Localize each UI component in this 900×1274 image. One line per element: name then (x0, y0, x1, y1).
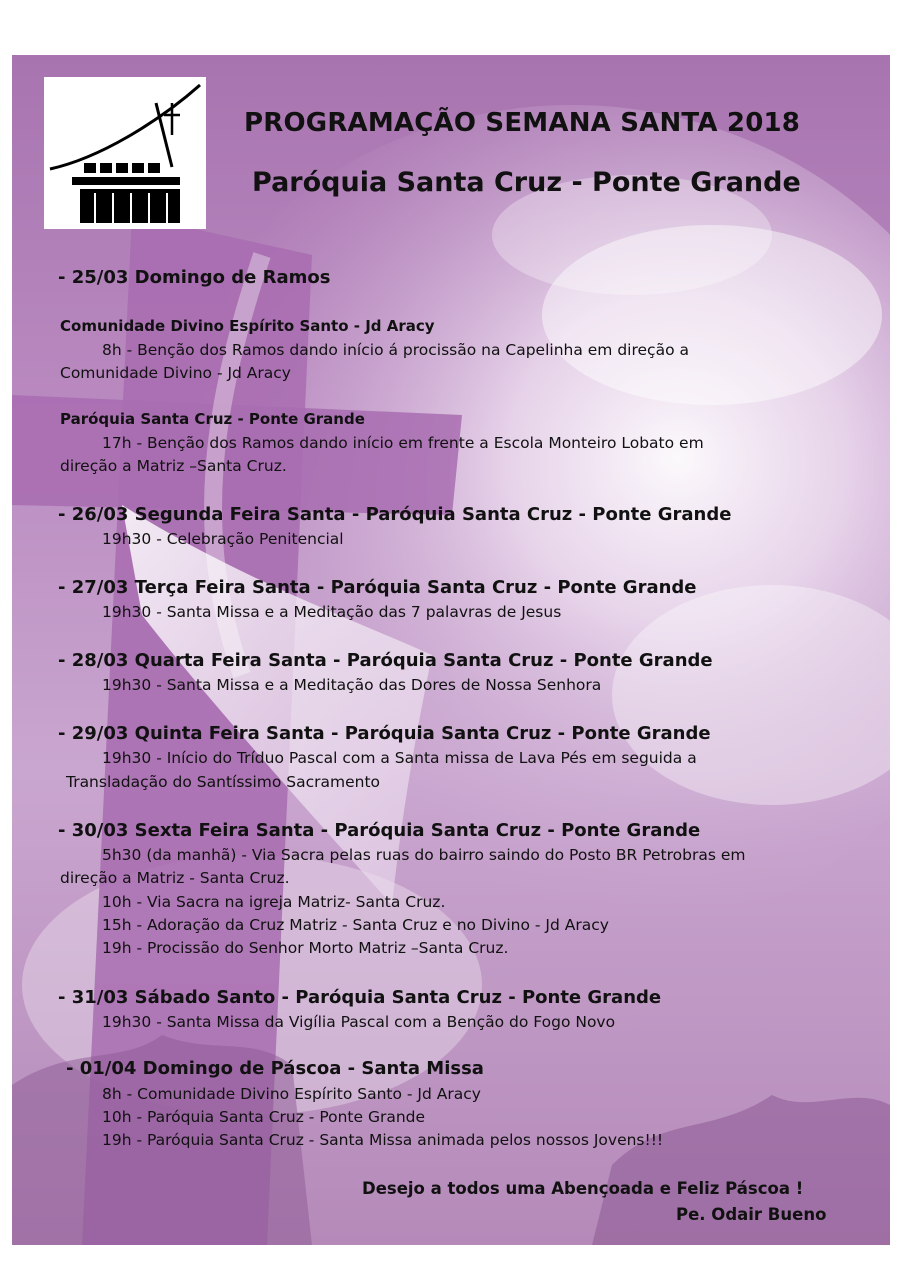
schedule-line: 8h - Comunidade Divino Espírito Santo - Jd Aracy (102, 1085, 481, 1103)
schedule-line: 10h - Paróquia Santa Cruz - Ponte Grande (102, 1108, 426, 1126)
day-heading: - 26/03 Segunda Feira Santa - Paróquia Santa Cruz - Ponte Grande (58, 504, 732, 525)
poster (12, 55, 890, 1245)
day-heading: - 31/03 Sábado Santo - Paróquia Santa Cruz - Ponte Grande (58, 987, 662, 1008)
church-logo (44, 77, 206, 229)
schedule-line: 19h30 - Início do Tríduo Pascal com a Santa missa de Lava Pés em seguida a (102, 749, 697, 767)
schedule-line: 19h - Paróquia Santa Cruz - Santa Missa animada pelos nossos Jovens!!! (102, 1131, 664, 1149)
schedule-line: 10h - Via Sacra na igreja Matriz- Santa Cruz. (102, 893, 446, 911)
schedule-line: 19h30 - Celebração Penitencial (102, 530, 344, 548)
schedule-line: 15h - Adoração da Cruz Matriz - Santa Cruz e no Divino - Jd Aracy (102, 916, 609, 934)
page-subtitle: Paróquia Santa Cruz - Ponte Grande (252, 167, 801, 198)
schedule-line: 19h30 - Santa Missa e a Meditação das Dores de Nossa Senhora (102, 676, 602, 694)
schedule-line: direção a Matriz –Santa Cruz. (60, 457, 287, 475)
closing-wish: Desejo a todos uma Abençoada e Feliz Páscoa ! (362, 1179, 804, 1198)
schedule-line: 5h30 (da manhã) - Via Sacra pelas ruas do bairro saindo do Posto BR Petrobras em (102, 846, 746, 864)
section-subheading: Comunidade Divino Espírito Santo - Jd Aracy (60, 317, 435, 335)
day-heading: - 30/03 Sexta Feira Santa - Paróquia Santa Cruz - Ponte Grande (58, 820, 701, 841)
schedule-line: direção a Matriz - Santa Cruz. (60, 869, 290, 887)
page-title: PROGRAMAÇÃO SEMANA SANTA 2018 (244, 108, 801, 138)
day-heading: - 25/03 Domingo de Ramos (58, 267, 331, 288)
schedule-line: 19h30 - Santa Missa e a Meditação das 7 palavras de Jesus (102, 603, 562, 621)
day-heading: - 29/03 Quinta Feira Santa - Paróquia Santa Cruz - Ponte Grande (58, 723, 711, 744)
day-heading: - 27/03 Terça Feira Santa - Paróquia Santa Cruz - Ponte Grande (58, 577, 697, 598)
schedule-line: 19h - Procissão do Senhor Morto Matriz –Santa Cruz. (102, 939, 509, 957)
church-icon (44, 77, 206, 229)
signature: Pe. Odair Bueno (676, 1205, 827, 1224)
schedule-line: Transladação do Santíssimo Sacramento (66, 773, 381, 791)
schedule-line: 8h - Benção dos Ramos dando início á procissão na Capelinha em direção a (102, 341, 689, 359)
schedule-line: 17h - Benção dos Ramos dando início em frente a Escola Monteiro Lobato em (102, 434, 704, 452)
schedule-line: Comunidade Divino - Jd Aracy (60, 364, 291, 382)
day-heading: - 01/04 Domingo de Páscoa - Santa Missa (66, 1058, 484, 1079)
section-subheading: Paróquia Santa Cruz - Ponte Grande (60, 410, 365, 428)
day-heading: - 28/03 Quarta Feira Santa - Paróquia Santa Cruz - Ponte Grande (58, 650, 713, 671)
schedule-line: 19h30 - Santa Missa da Vigília Pascal com a Benção do Fogo Novo (102, 1013, 616, 1031)
